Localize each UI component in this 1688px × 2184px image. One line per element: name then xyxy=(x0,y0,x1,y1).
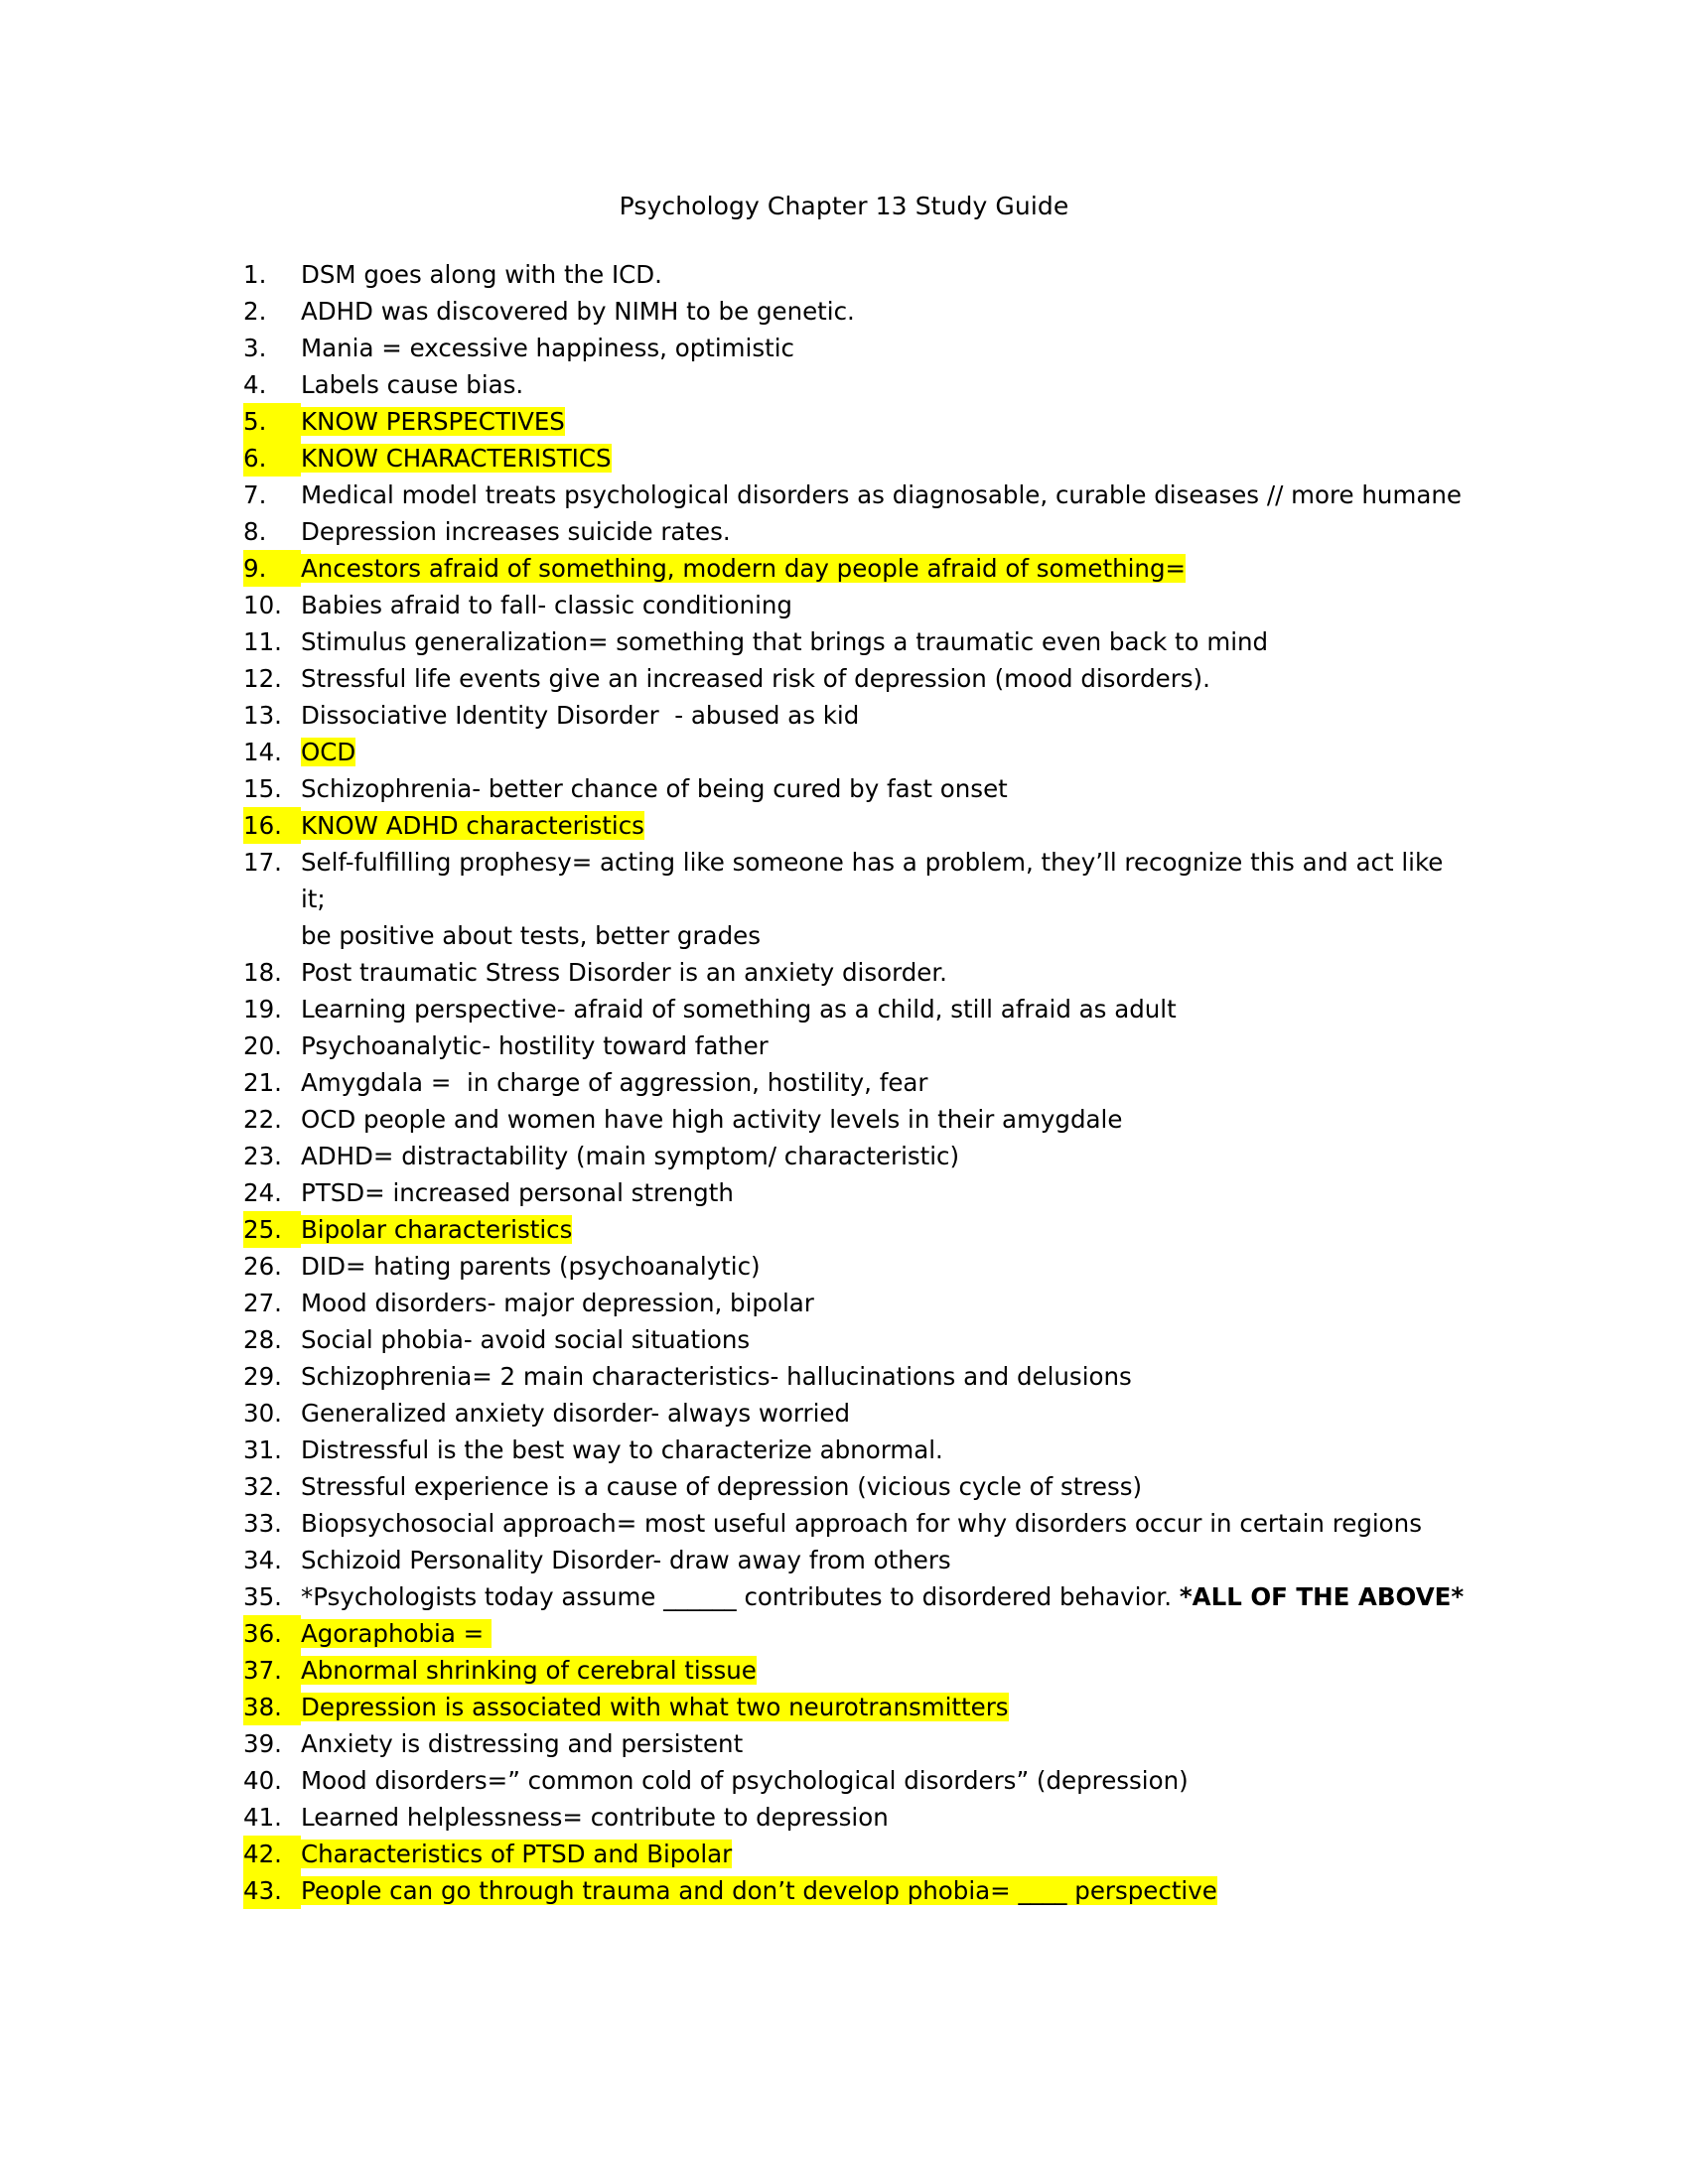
list-item-number: 18. xyxy=(243,958,282,987)
list-item-text-segment: Ancestors afraid of something, modern day people afraid of something= xyxy=(301,554,1187,583)
list-item-text xyxy=(301,1872,1465,1909)
list-item-indent-spacer xyxy=(243,917,301,954)
list-item-text xyxy=(301,1174,1465,1211)
list-item xyxy=(243,954,1465,991)
list-item-text-segment: Generalized anxiety disorder- always worried xyxy=(301,1399,851,1428)
list-item-number: 20. xyxy=(243,1031,282,1060)
list-item xyxy=(243,1762,1465,1799)
list-item xyxy=(243,550,1465,587)
list-item-emphasis: *ALL OF THE ABOVE* xyxy=(1179,1582,1465,1611)
list-item-text-segment: Schizophrenia- better chance of being cured by fast onset xyxy=(301,774,1008,803)
list-item xyxy=(243,697,1465,734)
list-item-number: 19. xyxy=(243,995,282,1024)
list-item-text-segment: Mood disorders=” common cold of psychological disorders” (depression) xyxy=(301,1766,1189,1795)
list-item-text-segment: OCD people and women have high activity levels in their amygdale xyxy=(301,1105,1123,1134)
list-item-text-segment: Dissociative Identity Disorder - abused as kid xyxy=(301,701,860,730)
list-item-number: 8. xyxy=(243,517,267,546)
list-item-number: 25. xyxy=(243,1211,301,1248)
list-item xyxy=(243,1652,1465,1689)
list-item-text-segment: Labels cause bias. xyxy=(301,370,524,399)
list-item-number: 40. xyxy=(243,1766,282,1795)
list-item-number: 41. xyxy=(243,1803,282,1832)
list-item-text xyxy=(301,1285,1465,1321)
list-item-number: 16. xyxy=(243,807,301,844)
list-item-number: 23. xyxy=(243,1142,282,1170)
list-item xyxy=(243,1542,1465,1578)
list-item-number: 5. xyxy=(243,403,301,440)
list-item-number: 2. xyxy=(243,297,267,326)
list-item-number: 17. xyxy=(243,848,282,877)
list-item-text-segment: Schizophrenia= 2 main characteristics- hallucinations and delusions xyxy=(301,1362,1132,1391)
list-item-number: 39. xyxy=(243,1729,282,1758)
list-item-text xyxy=(301,1138,1465,1174)
list-item xyxy=(243,844,1465,917)
list-item-text xyxy=(301,1762,1465,1799)
list-item-text xyxy=(301,991,1465,1027)
list-item-text-segment: Mania = excessive happiness, optimistic xyxy=(301,334,794,362)
list-item-text-segment: Bipolar characteristics xyxy=(301,1215,573,1244)
list-item-number: 15. xyxy=(243,774,282,803)
list-item-text-segment: OCD xyxy=(301,738,356,766)
list-item-text xyxy=(301,366,1465,403)
list-item-text xyxy=(301,1064,1465,1101)
list-item-text-segment: Post traumatic Stress Disorder is an anxiety disorder. xyxy=(301,958,947,987)
list-item-text xyxy=(301,734,1465,770)
list-item xyxy=(243,1799,1465,1836)
list-item xyxy=(243,1248,1465,1285)
list-item-number: 10. xyxy=(243,591,282,619)
list-item-text xyxy=(301,403,1465,440)
list-item-text xyxy=(301,807,1465,844)
list-item-number: 30. xyxy=(243,1399,282,1428)
list-item xyxy=(243,1174,1465,1211)
list-item-text-segment: DID= hating parents (psychoanalytic) xyxy=(301,1252,761,1281)
list-item-number: 7. xyxy=(243,480,267,509)
list-item-number: 1. xyxy=(243,260,267,289)
list-item-text-segment: Stressful experience is a cause of depression (vicious cycle of stress) xyxy=(301,1472,1143,1501)
list-item xyxy=(243,256,1465,293)
list-item xyxy=(243,770,1465,807)
list-item-text xyxy=(301,1248,1465,1285)
list-item-number: 43. xyxy=(243,1872,301,1909)
list-item-text-segment: Stressful life events give an increased risk of depression (mood disorders). xyxy=(301,664,1210,693)
list-item-text xyxy=(301,1505,1465,1542)
list-item-text xyxy=(301,440,1465,477)
list-item-text-segment: Medical model treats psychological disorders as diagnosable, curable diseases // more humane xyxy=(301,480,1462,509)
list-item-text-segment: Schizoid Personality Disorder- draw away from others xyxy=(301,1546,951,1574)
list-item-text xyxy=(301,1652,1465,1689)
list-item-text-segment: ADHD was discovered by NIMH to be genetic. xyxy=(301,297,855,326)
list-item xyxy=(243,1358,1465,1395)
list-item-number: 36. xyxy=(243,1615,301,1652)
list-item-text xyxy=(301,550,1465,587)
list-item-text-segment: KNOW CHARACTERISTICS xyxy=(301,444,612,473)
list-item xyxy=(243,1725,1465,1762)
list-item xyxy=(243,513,1465,550)
list-item-text xyxy=(301,513,1465,550)
list-item-text-segment: Abnormal shrinking of cerebral tissue xyxy=(301,1656,757,1685)
list-item-number: 42. xyxy=(243,1836,301,1872)
list-item-text xyxy=(301,1395,1465,1432)
list-item-number: 37. xyxy=(243,1652,301,1689)
list-item xyxy=(243,1468,1465,1505)
list-item-number: 34. xyxy=(243,1546,282,1574)
list-item-text xyxy=(301,623,1465,660)
list-item xyxy=(243,477,1465,513)
list-item-text-segment: DSM goes along with the ICD. xyxy=(301,260,662,289)
list-item-text xyxy=(301,954,1465,991)
list-item-text xyxy=(301,1468,1465,1505)
list-item-text-segment: Mood disorders- major depression, bipolar xyxy=(301,1289,814,1317)
list-item-text xyxy=(301,587,1465,623)
list-item xyxy=(243,293,1465,330)
page-title: Psychology Chapter 13 Study Guide xyxy=(619,192,1069,220)
list-item xyxy=(243,1432,1465,1468)
list-item-text xyxy=(301,1432,1465,1468)
list-item-text xyxy=(301,1211,1465,1248)
list-item-text-segment: Psychoanalytic- hostility toward father xyxy=(301,1031,769,1060)
list-item-number: 12. xyxy=(243,664,282,693)
list-item-text-segment: PTSD= increased personal strength xyxy=(301,1178,734,1207)
list-item xyxy=(243,1285,1465,1321)
list-item-text-segment: ADHD= distractability (main symptom/ characteristic) xyxy=(301,1142,960,1170)
list-item-text xyxy=(301,1578,1465,1615)
list-item-number: 21. xyxy=(243,1068,282,1097)
list-item xyxy=(243,1138,1465,1174)
list-item xyxy=(243,807,1465,844)
list-item-number: 27. xyxy=(243,1289,282,1317)
list-item xyxy=(243,1211,1465,1248)
list-item-text xyxy=(301,1542,1465,1578)
list-item-text-segment: Distressful is the best way to characterize abnormal. xyxy=(301,1435,943,1464)
list-item-continuation xyxy=(243,917,1465,954)
list-item-number: 13. xyxy=(243,701,282,730)
list-item-number: 29. xyxy=(243,1362,282,1391)
list-item xyxy=(243,1064,1465,1101)
list-item-text-segment: *Psychologists today assume ______ contributes to disordered behavior. xyxy=(301,1582,1180,1611)
list-item-text-segment: Learning perspective- afraid of something as a child, still afraid as adult xyxy=(301,995,1177,1024)
list-item-text-segment: Depression is associated with what two neurotransmitters xyxy=(301,1693,1009,1721)
list-item-text-segment: Babies afraid to fall- classic conditioning xyxy=(301,591,792,619)
list-item xyxy=(243,440,1465,477)
list-item-text xyxy=(301,1836,1465,1872)
list-item-text-segment: KNOW ADHD characteristics xyxy=(301,811,644,840)
list-item-number: 9. xyxy=(243,550,301,587)
list-item-text-segment: Biopsychosocial approach= most useful approach for why disorders occur in certain regions xyxy=(301,1509,1422,1538)
list-item-number: 26. xyxy=(243,1252,282,1281)
list-item-text xyxy=(301,1689,1465,1725)
list-item xyxy=(243,1615,1465,1652)
list-item-number: 6. xyxy=(243,440,301,477)
list-item xyxy=(243,623,1465,660)
list-item xyxy=(243,403,1465,440)
study-guide-list xyxy=(243,256,1465,1909)
list-item-number: 28. xyxy=(243,1325,282,1354)
list-item xyxy=(243,991,1465,1027)
list-item-text-segment: Characteristics of PTSD and Bipolar xyxy=(301,1840,733,1868)
list-item-continuation-text: be positive about tests, better grades xyxy=(301,921,761,950)
list-item-text-segment: Social phobia- avoid social situations xyxy=(301,1325,751,1354)
list-item-number: 35. xyxy=(243,1582,282,1611)
list-item-text xyxy=(301,1615,1465,1652)
list-item-text xyxy=(301,477,1465,513)
list-item xyxy=(243,366,1465,403)
list-item-number: 38. xyxy=(243,1689,301,1725)
list-item-text xyxy=(301,844,1465,917)
list-item xyxy=(243,660,1465,697)
list-item-text xyxy=(301,1725,1465,1762)
list-item-number: 11. xyxy=(243,627,282,656)
list-item xyxy=(243,1578,1465,1615)
list-item-number: 33. xyxy=(243,1509,282,1538)
list-item-text xyxy=(301,1799,1465,1836)
list-item-text xyxy=(301,1101,1465,1138)
list-item-text xyxy=(301,1027,1465,1064)
list-item-number: 32. xyxy=(243,1472,282,1501)
list-item-text-segment: Learned helplessness= contribute to depression xyxy=(301,1803,889,1832)
list-item-number: 24. xyxy=(243,1178,282,1207)
list-item-text-segment: Stimulus generalization= something that brings a traumatic even back to mind xyxy=(301,627,1269,656)
list-item-number: 31. xyxy=(243,1435,282,1464)
list-item-text-segment: Agoraphobia = xyxy=(301,1619,492,1648)
list-item-text xyxy=(301,330,1465,366)
list-item xyxy=(243,1836,1465,1872)
list-item xyxy=(243,1872,1465,1909)
list-item xyxy=(243,1395,1465,1432)
list-item-text xyxy=(301,770,1465,807)
list-item-text xyxy=(301,697,1465,734)
list-item-text xyxy=(301,660,1465,697)
list-item-text xyxy=(301,1321,1465,1358)
list-item-text xyxy=(301,1358,1465,1395)
list-item-text-segment: People can go through trauma and don’t develop phobia= ____ perspective xyxy=(301,1876,1217,1905)
list-item-number: 14. xyxy=(243,738,282,766)
list-item-text-segment: Anxiety is distressing and persistent xyxy=(301,1729,744,1758)
list-item-text-segment: Amygdala = in charge of aggression, hostility, fear xyxy=(301,1068,928,1097)
list-item-text-segment: KNOW PERSPECTIVES xyxy=(301,407,565,436)
list-item-number: 22. xyxy=(243,1105,282,1134)
list-item xyxy=(243,1689,1465,1725)
list-item-text xyxy=(301,293,1465,330)
list-item-number: 3. xyxy=(243,334,267,362)
list-item xyxy=(243,1027,1465,1064)
list-item xyxy=(243,1505,1465,1542)
list-item-text-segment: Depression increases suicide rates. xyxy=(301,517,731,546)
list-item-text-segment: Self-fulfilling prophesy= acting like someone has a problem, they’ll recognize this and act like it; xyxy=(301,848,1452,913)
list-item-text xyxy=(301,256,1465,293)
list-item xyxy=(243,1321,1465,1358)
list-item xyxy=(243,1101,1465,1138)
list-item xyxy=(243,587,1465,623)
list-item xyxy=(243,734,1465,770)
list-item-number: 4. xyxy=(243,370,267,399)
list-item xyxy=(243,330,1465,366)
